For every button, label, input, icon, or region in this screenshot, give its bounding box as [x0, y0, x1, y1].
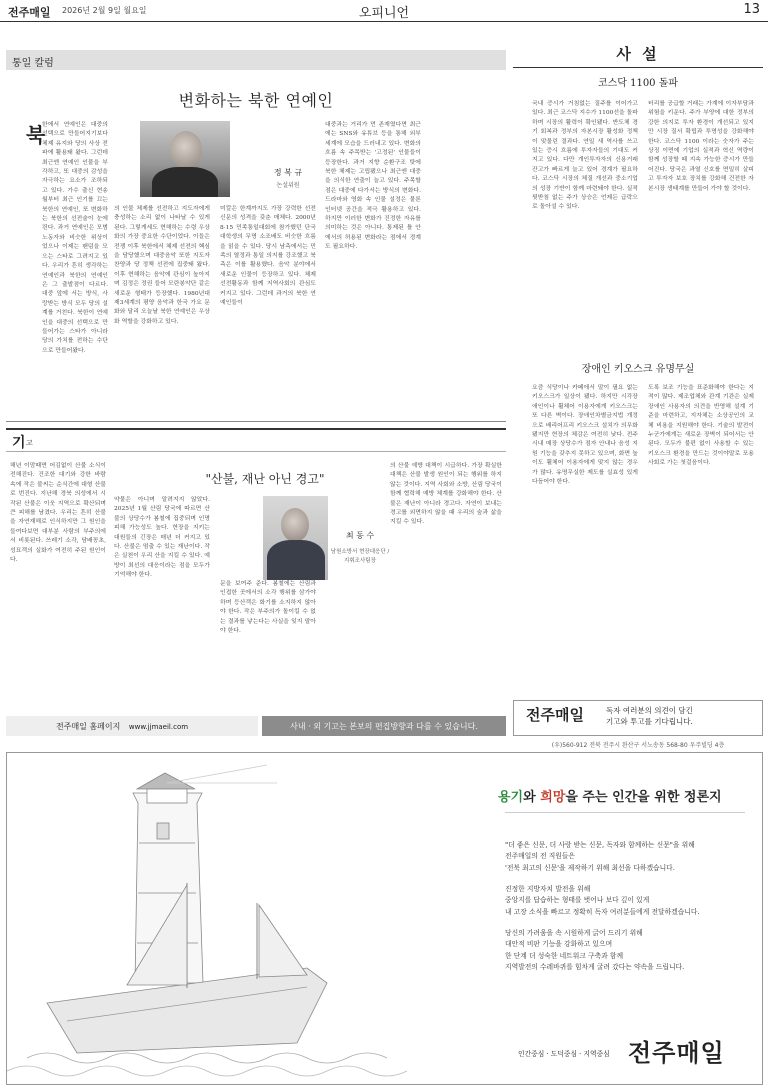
- contact-message: [606, 705, 693, 727]
- editorial-text-1: 국내 증시가 거침없는 질주를 이어가고 있다. 최근 코스닥 지수가 1100선을 돌파하며 시장의 활력이 확인됐다. 반도체 경기 회복과 정부의 자본시장 활성화 정책이 맞물린 결과다. 연일 새 역사를 쓰고 있는 증시 흐름에 투자자들의 기대도 커지고 있다. 다만 개인투자자의 신용거래 잔고가 빠르게 늘고 있어 경계가 필요하다. 코스닥 시장의 체질 개선과 중소기업의 성장 기반이 함께 마련돼야 한다. 실적 뒷받침 없는 주가 상승은 언제든 급락으로 돌아설 수 있다.: [532, 101, 638, 211]
- contribution-text-2: 약물은 아니며 알려지지 않았다. 2025년 1월 산림 당국에 따르면 산불의 상당수가 봄철에 집중되며 인명 피해 가능성도 높다. 현장을 지키는 대원들의 긴장은 매년 더 커지고 있다. 산불은 멈출 수 있는 재난이다. 작은 실천이 우리 산을 지킬 수 있다. 예방이 최선의 대응이라는 점을 모두가 기억해야 한다.: [114, 497, 210, 579]
- ad-paragraph-2: [505, 884, 700, 918]
- editorial-rule: [513, 67, 763, 68]
- editorial-subtitle-2: 장애인 키오스크 유명무실: [581, 364, 695, 375]
- contribution-label-small: 고: [26, 439, 33, 447]
- section-title: 오피니언: [358, 6, 410, 21]
- ad-line: 중앙지를 답습하는 형태를 벗어나 보다 깊이 있게: [505, 896, 650, 905]
- issue-date: 2026년 2월 9일 월요일: [62, 6, 147, 15]
- author-photo: [140, 121, 230, 197]
- paper-name: 전주매일: [8, 6, 51, 19]
- contribution-text-3: 문을 보여주 준다. 봄철에는 산림과 인접한 곳에서의 소각 행위를 삼가야 하며 등산객은 화기를 소지하지 않아야 한다. 작은 부주의가 돌이킬 수 없는 결과를 낳는다는 사실을 잊지 말아야 한다.: [220, 581, 316, 635]
- contact-box: [513, 700, 763, 736]
- editorial-subtitle-1: 코스닥 1100 돌파: [597, 78, 679, 89]
- contributor-name: 최 동 수: [345, 531, 375, 540]
- column-author-role: 논설위원: [276, 182, 300, 189]
- contributor-role: 남원소방서 현장대응단 / 지휘조사팀장: [330, 549, 390, 564]
- column-text-1: 한에서 연예인은 대중의 선택으로 만들어지기보다 체제 유지와 당의 사상 전파에 활용돼 왔다. 그런데 최근엔 연예인 인물을 부각하고, 또 대중의 감성을 자극하는 요소가 조하되고 있다. 가수 출신 현송월부터 최근 인기를 끄는 북한의 연예인, 또 변화하는 북한의 선전술이 눈에 띈다. 과거 연예인은 모범 노동자와 비슷한 위상이었으나 이제는 팬덤을 모으는 스타로 그려지고 있다. 우리가 흔히 생각하는 연예인과 북한의 연예인은 그 출발점이 다르다. 대중 앞에 서는 방식, 사랑받는 방식 모두 당의 설계를 거친다. 북한이 연예인을 대중의 선택으로 만들어가는 스타가 아니라 당의 가치를 전하는 수단으로 만들어왔다.: [42, 122, 108, 354]
- ad-headline-rest: 을 주는 인간을 위한 정론지: [565, 790, 722, 805]
- contribution-header: [6, 428, 506, 452]
- homepage-url[interactable]: www.jjmaeil.com: [128, 723, 189, 731]
- ad-line: 지역발전의 수레바퀴를 힘차게 굴려 갔다는 약속을 드립니다.: [505, 963, 685, 972]
- ad-line: '전북 최고의 신문'을 제작하기 위해 최선을 다하겠습니다.: [505, 863, 675, 872]
- ad-paragraph-1: [505, 840, 695, 874]
- column-text-3: 미칼은 한계까지도 가장 강력한 선전신문의 성격을 갖춘 매체다. 2000년 8·15 민족통일대회에 참가했던 단국대학생의 무명 소조배도 비슷한 흐름을 읽을 수 있다. 당시 남측에서는 민족의 열정과 통일 의지를 강조했고 북측은 이를 활용했다. 음악 분야에서 새로운 인물이 등장하고 있다. 체제 선전활동과 함께 지역사회의 관심도 커지고 있다. 그런데 과거의 북한 연예인들이: [220, 206, 316, 307]
- homepage-banner[interactable]: [6, 716, 258, 736]
- page-number: 13: [743, 2, 760, 17]
- editorial-text-3: 요즘 식당이나 카페에서 말이 필요 없는 키오스크가 일상이 됐다. 하지만 시각장애인이나 휠체어 이용자에게 키오스크는 또 다른 벽이다. 장애인차별금지법 개정으로 배리어프리 키오스크 설치가 의무화됐지만 현장의 체감은 여전히 낮다. 전주 시내 매장 상당수가 점자 안내나 음성 지원 기능을 갖추지 못하고 있으며, 화면 높이도 휠체어 이용자에게 맞지 않는 경우가 많다. 유명무실한 제도를 실효성 있게 다듬어야 한다.: [532, 385, 638, 486]
- column-title: 변화하는 북한 연예인: [178, 91, 334, 110]
- ad-line: 대안적 비판 기능을 강화하고 있으며: [505, 940, 613, 949]
- contribution-title: "산불, 재난 아닌 경고": [205, 472, 325, 486]
- ad-logo: 전주매일: [628, 1039, 725, 1067]
- contributor-photo: [263, 496, 328, 580]
- contribution-text-1: 해년 이맘때면 어김없이 산불 소식이 전해진다. 건조한 대기와 강한 바람 속에 작은 불씨는 순식간에 대형 산불로 번진다. 지난해 경북 의성에서 시작된 산불은 이웃 지역으로 확산되며 큰 피해를 남겼다. 우리는 흔히 산불을 자연재해로 인식하지만 그 원인을 들여다보면 대부분 사람의 부주의에서 비롯된다. 쓰레기 소각, 담배꽁초, 성묘객의 실화가 여전히 주된 원인이다.: [10, 463, 106, 564]
- ad-line: 전주매일의 전 직원들은: [505, 852, 575, 861]
- column-author: 정 복 규: [273, 168, 303, 177]
- ad-paragraph-3: [505, 928, 684, 974]
- ad-divider: [505, 812, 745, 813]
- ad-headline-courage: 용기: [498, 790, 524, 805]
- editorial-text-2: 터리를 공급할 거래는 가계에 이자부담과 위험을 키운다. 주가 부양에 대한 정부의 강한 의지로 투자 환경이 개선되고 있지만 시장 질서 확립과 투명성을 강화해야 한다. 코스닥 1100 이라는 숫자가 주는 상징 이면에 기업의 실적과 혁신 역량이 함께 성장할 때 지속 가능한 증시가 만들어진다. 당국은 과열 신호를 면밀히 살피고 투자자 보호 장치를 강화해 건전한 자본시장 생태계를 만들어 가야 할 것이다.: [648, 101, 754, 192]
- homepage-label: 전주매일 홈페이지: [56, 722, 121, 731]
- ship-lighthouse-illustration: [7, 753, 487, 1084]
- ad-slogan: 인간중심 · 도덕중심 · 지역중심: [518, 1050, 610, 1058]
- masthead: [0, 0, 768, 22]
- contribution-label-big: 기: [12, 435, 26, 451]
- ad-line: "더 좋은 신문, 더 사랑 받는 신문, 독자와 함께하는 신문"을 위해: [505, 841, 695, 849]
- ad-line: 한 단계 더 성숙한 네트워크 구축과 함께: [505, 951, 624, 960]
- contact-message-line-1: 독자 여러분의 의견이 담긴: [606, 706, 693, 715]
- column-category: 통일 칼럼: [6, 50, 506, 70]
- contact-message-line-2: 기고와 투고를 기다립니다.: [606, 717, 693, 726]
- editorial-text-4: 도록 보조 기능을 표준화해야 한다는 지적이 많다. 제조업체와 관계 기관은 실제 장애인 사용자의 의견을 반영해 설계 기준을 마련하고, 지자체는 소상공인의 교체 비용을 지원해야 한다. 기술의 발전이 누군가에게는 새로운 장벽이 되어서는 안 된다. 모두가 불편 없이 사용할 수 있는 키오스크 환경을 만드는 것이야말로 포용 사회로 가는 첫걸음이다.: [648, 385, 754, 467]
- ad-headline-connector: 와: [523, 790, 541, 805]
- contact-address: (우)560-912 전북 전주시 완산구 서노송동 568-80 우주빌딩 4층: [551, 742, 725, 749]
- ad-headline: [498, 786, 722, 805]
- column-text-4: 대중과는 거리가 먼 존재였다면 최근에는 SNS와 유튜브 등을 통해 외부 세계에 모습을 드러내고 있다. 변화의 흐름 속 주목받는 '고정된' 인물들이 등장한다. 과거 지향 순환구조 탓에 북한 체제는 고립됐으나 최근엔 대중을 의식한 연출이 늘고 있다. 주목할 점은 대중에 다가서는 방식의 변화다. 드라마와 영화 속 인물 설정은 물론 인터넷 공간을 적극 활용하고 있다. 하지만 이러한 변화가 진정한 자유를 의미하는 것은 아니다. 통제된 틀 안에서의 허용된 변화라는 점에서 경계도 필요하다.: [325, 122, 421, 251]
- editorial-header: [513, 38, 763, 68]
- ad-headline-hope: 희망: [540, 790, 566, 805]
- contribution-text-4: 의 산불 예방 대책이 시급하다. 가장 확실한 대책은 산불 발생 원인이 되는 행위를 하지 않는 것이다. 지역 사회와 소방, 산림 당국이 함께 협력해 예방 체계를 강화해야 한다. 산불은 재난이 아니라 경고다. 자연이 보내는 경고를 외면하지 않을 때 우리의 숲과 삶을 지킬 수 있다.: [390, 463, 502, 526]
- column-text-2: 의 인물 체제를 선전하고 지도자에게 충성하는 소리 없이 나타날 수 있게 된다. 그렇게세도 현해하는 수령 우상화의 가장 중요한 수단이었다. 이들은 전쟁 이후 북한에서 체제 선전의 핵심을 담당했으며 대중음악 또한 지도자 찬양과 당 정책 선전에 집중돼 왔다. 이후 현해하는 음악에 관심이 높아지며 김정은 정권 들어 모란봉악단 같은 새로운 형태가 등장했다. 1980년대 제3세계의 평양 음악과 한국 가요 문화와 달리 오늘날 북한 연예인은 우상화 역할을 강화하고 있다.: [114, 206, 210, 325]
- disclaimer-banner: 사내 · 외 기고는 본보의 편집방향과 다를 수 있습니다.: [262, 716, 506, 736]
- ad-line: 진정한 지방자치 발전을 위해: [505, 885, 591, 893]
- column-dropcap: 북: [26, 123, 46, 147]
- contact-logo: 전주매일: [526, 706, 584, 724]
- editorial-label: 사 설: [616, 45, 660, 63]
- ad-line: 당신의 가려움을 속 시원하게 긁어 드리기 위해: [505, 929, 643, 937]
- ad-line: 내 고장 소식을 빠르고 정확히 독자 여러분들에게 전달하겠습니다.: [505, 907, 700, 916]
